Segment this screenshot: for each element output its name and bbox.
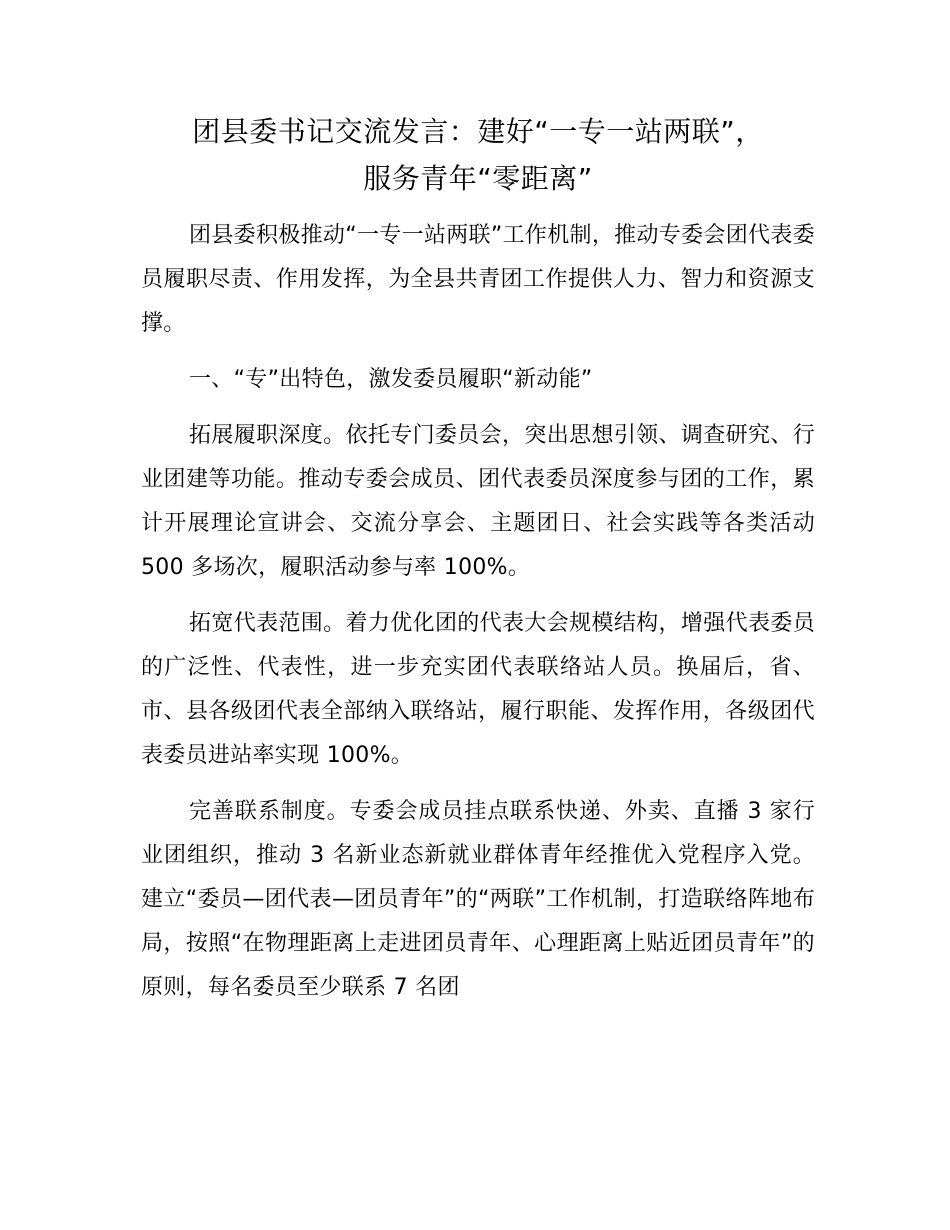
body-paragraph: 拓展履职深度。依托专门委员会，突出思想引领、调查研究、行业团建等功能。推动专委会成员、团代表委员深度参与团的工作，累计开展理论宣讲会、交流分享会、主题团日、社会实践等各类活动 500 多场次，履职活动参与率 100%。 — [141, 423, 815, 580]
title-line-2: 服务青年“零距离” — [363, 162, 593, 195]
section-heading: 一、“专”出特色，激发委员履职“新动能” — [189, 367, 593, 392]
title-line-1: 团县委书记交流发言：建好“一专一站两联”， — [192, 115, 764, 148]
body-paragraph: 拓宽代表范围。着力优化团的代表大会规模结构，增强代表委员的广泛性、代表性，进一步充实团代表联络站人员。换届后，省、市、县各级团代表全部纳入联络站，履行职能、发挥作用，各级团代表委员进站率实现 100%。 — [141, 611, 815, 768]
document-title — [141, 108, 815, 202]
intro-paragraph: 团县委积极推动“一专一站两联”工作机制，推动专委会团代表委员履职尽责、作用发挥，为全县共青团工作提供人力、智力和资源支撑。 — [141, 223, 815, 336]
body-paragraph: 完善联系制度。专委会成员挂点联系快递、外卖、直播 3 家行业团组织，推动 3 名新业态新就业群体青年经推优入党程序入党。建立“委员—团代表—团员青年”的“两联”工作机制，打造联络阵地布局，按照“在物理距离上走进团员青年、心理距离上贴近团员青年”的原则，每名委员至少联系 7 名团 — [141, 799, 815, 1000]
document-body — [141, 214, 815, 1010]
